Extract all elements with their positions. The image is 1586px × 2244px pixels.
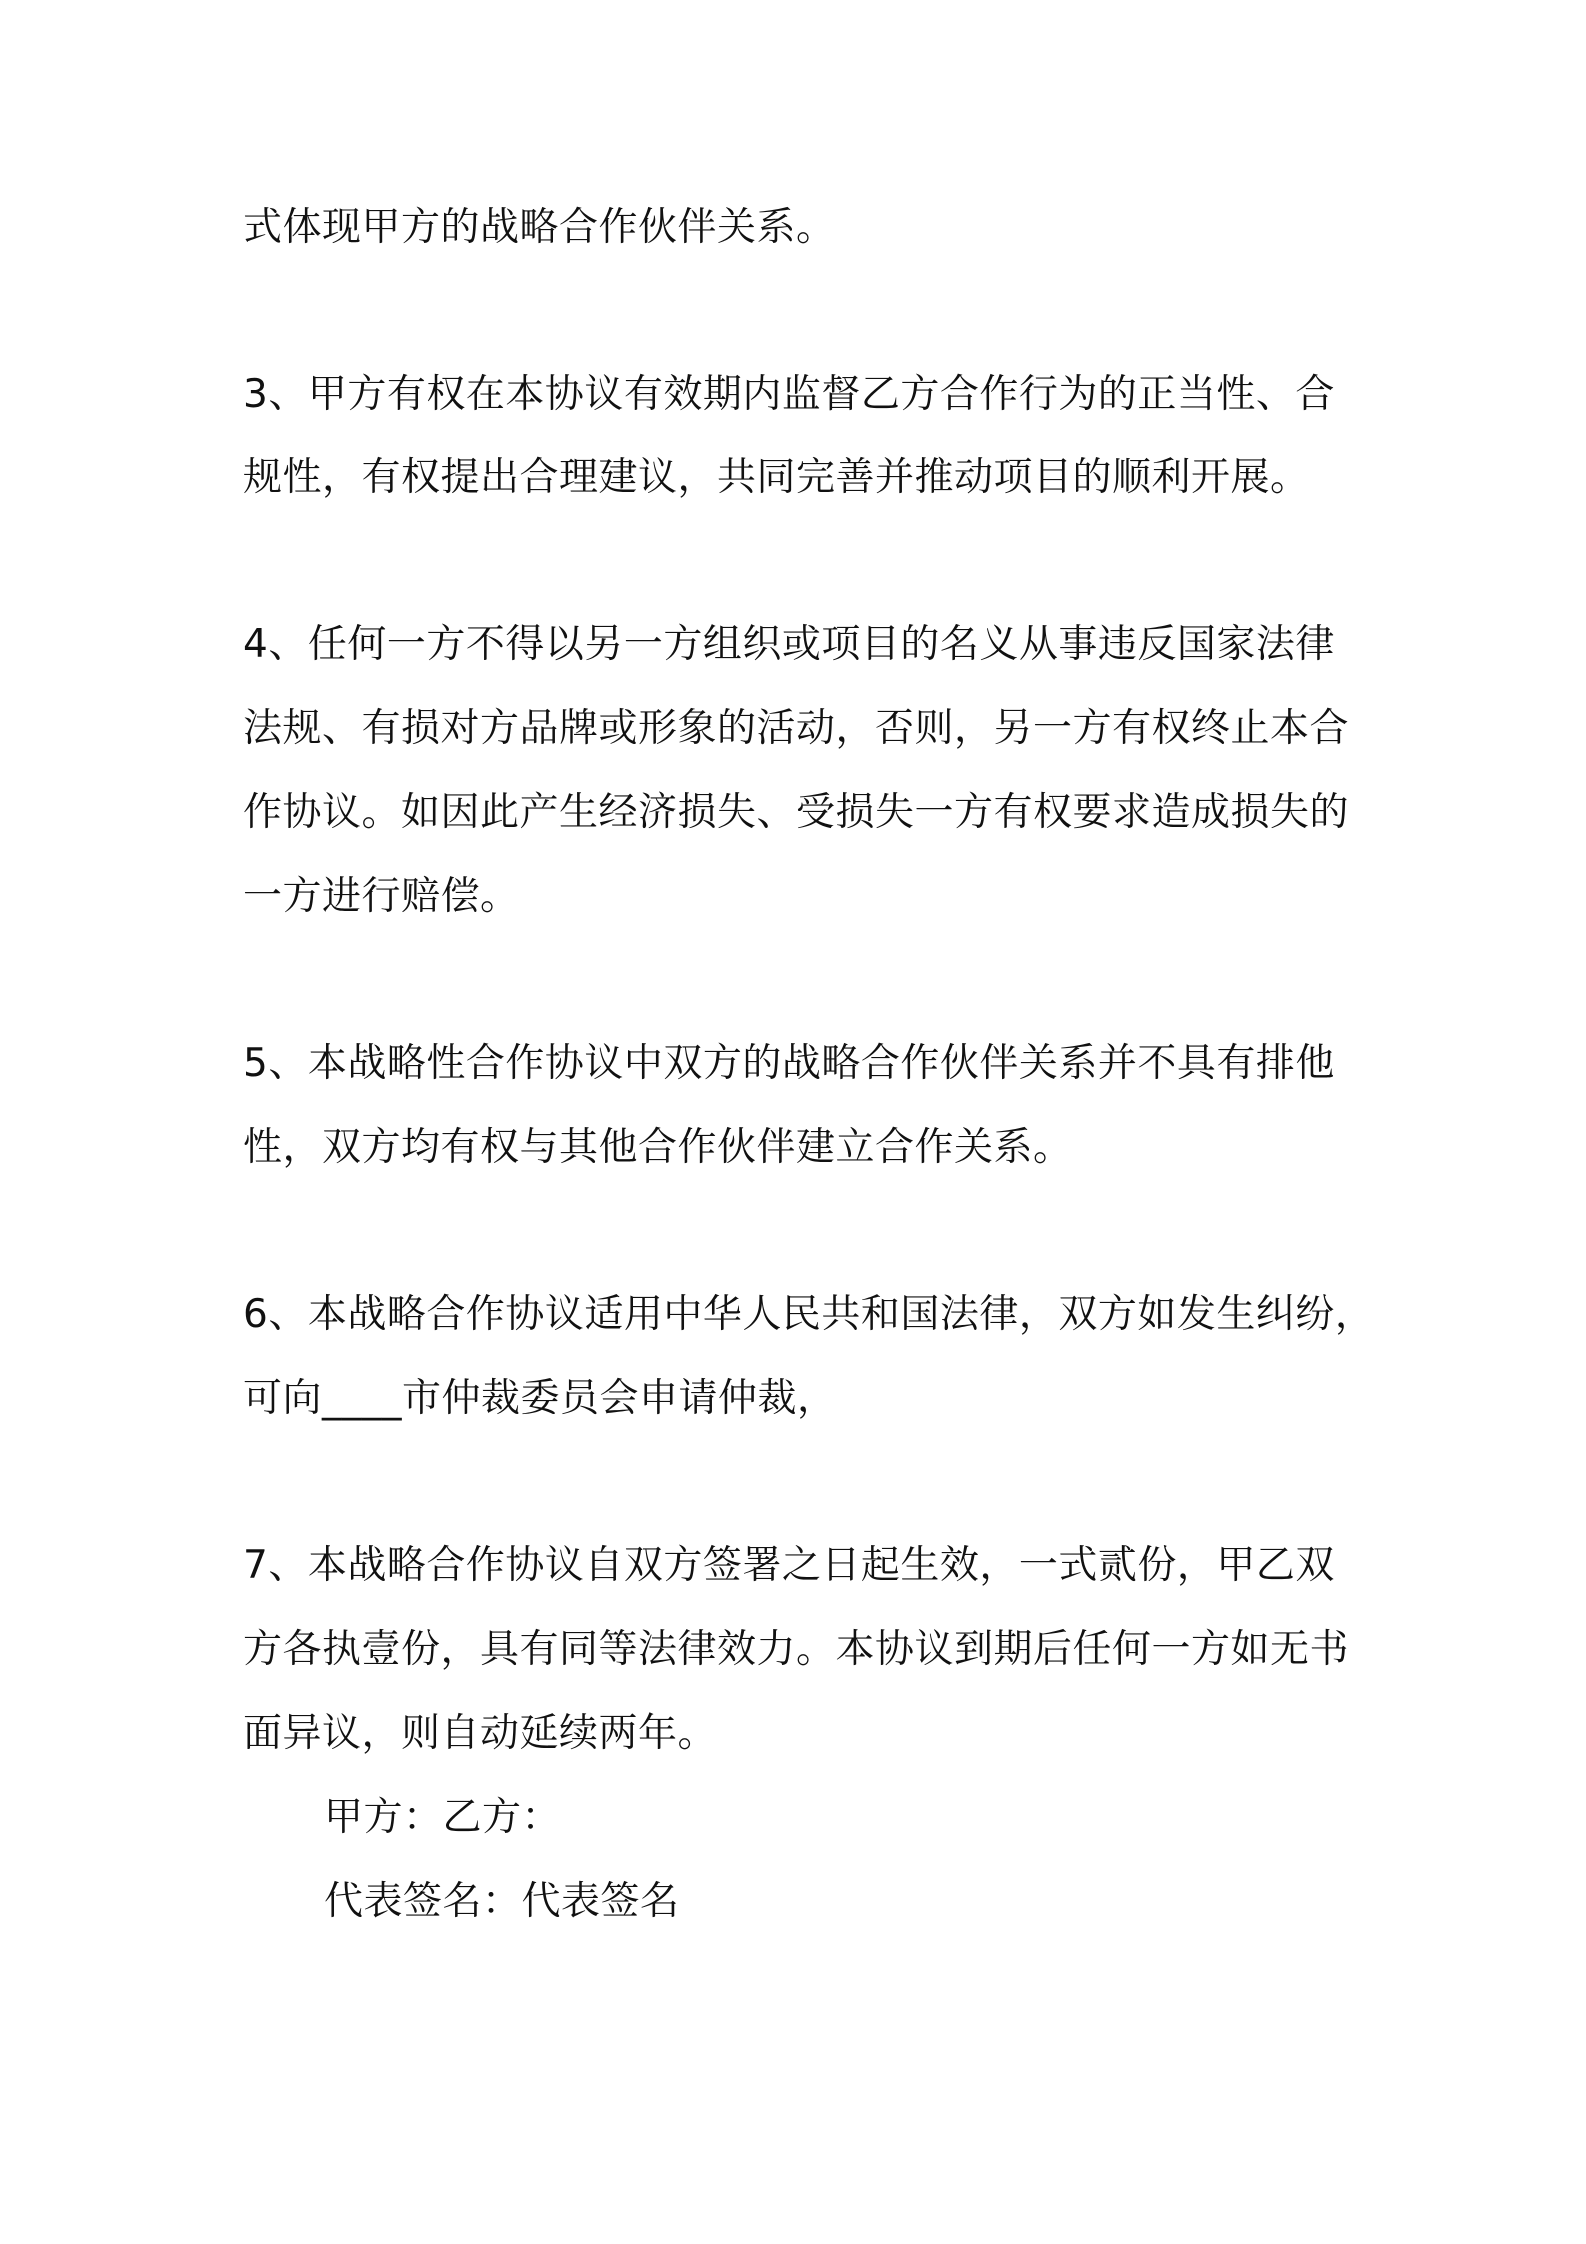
clause-7-line-1: 7、本战略合作协议自双方签署之日起生效，一式贰份，甲乙双: [243, 1543, 1335, 1588]
clause-6-line-2: 可向____市仲裁委员会申请仲裁，: [243, 1376, 837, 1421]
clause-4-line-2: 法规、有损对方品牌或形象的活动，否则，另一方有权终止本合: [243, 706, 1350, 751]
signature-representatives: 代表签名：代表签名: [324, 1879, 680, 1924]
paragraph-line: 式体现甲方的战略合作伙伴关系。: [243, 205, 836, 250]
clause-3-line-2: 规性，有权提出合理建议，共同完善并推动项目的顺利开展。: [243, 455, 1310, 500]
clause-5-line-1: 5、本战略性合作协议中双方的战略合作伙伴关系并不具有排他: [243, 1041, 1335, 1086]
clause-4-line-4: 一方进行赔偿。: [243, 874, 520, 919]
clause-7-line-3: 面异议，则自动延续两年。: [243, 1711, 718, 1756]
clause-3-line-1: 3、甲方有权在本协议有效期内监督乙方合作行为的正当性、合: [243, 372, 1335, 417]
clause-4-line-1: 4、任何一方不得以另一方组织或项目的名义从事违反国家法律: [243, 622, 1335, 667]
clause-7-line-2: 方各执壹份，具有同等法律效力。本协议到期后任何一方如无书: [243, 1627, 1350, 1672]
clause-5-line-2: 性，双方均有权与其他合作伙伴建立合作关系。: [243, 1125, 1073, 1170]
clause-4-line-3: 作协议。如因此产生经济损失、受损失一方有权要求造成损失的: [243, 790, 1350, 835]
clause-6-line-1: 6、本战略合作协议适用中华人民共和国法律，双方如发生纠纷，: [243, 1292, 1375, 1337]
signature-parties: 甲方：乙方：: [324, 1795, 562, 1840]
